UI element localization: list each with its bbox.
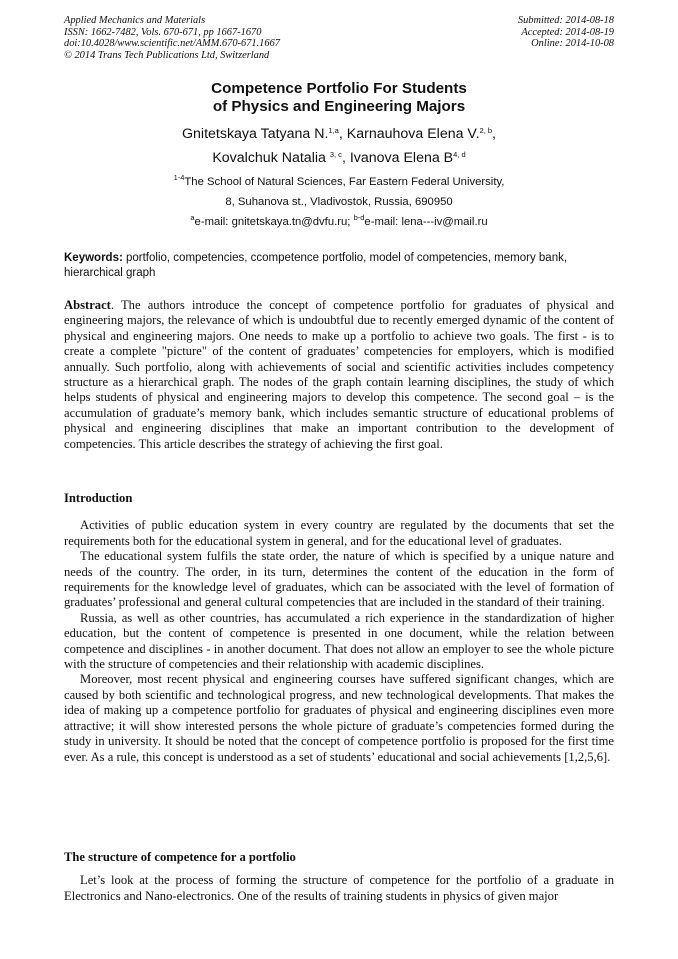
paragraph: Russia, as well as other countries, has accumulated a rich experience in the standardization of higher education, but the content of competence is presented in one document, while the relation between competence and disciplines - in another document. That does not allow an employer to see the whole picture with the structure of competencies and their relationship with academic disciplines. <box>64 610 614 672</box>
author-1-affil: 1,a <box>328 126 339 135</box>
affiliation <box>64 172 614 232</box>
title-line-2: of Physics and Engineering Majors <box>212 98 466 115</box>
paragraph: The educational system fulfils the state order, the nature of which is specified by a unique nature and needs of the country. The order, in its turn, determines the content of the education in the form of requirements for the knowledge level of graduates, which can be associated with the level of formation of graduates’ professional and general cultural competencies that are included in the standard of their training. <box>64 549 614 610</box>
publication-dates <box>518 15 614 50</box>
submitted-date: Submitted: 2014-08-18 <box>517 15 614 26</box>
affiliation-line-1 <box>64 172 614 192</box>
journal-issn: ISSN: 1662-7482, Vols. 670-671, pp 1667-1670 <box>64 26 262 38</box>
author-3-affil: 3, c <box>329 150 342 159</box>
journal-name: Applied Mechanics and Materials <box>64 15 206 26</box>
paragraph: Activities of public education system in every country are regulated by the documents that set the requirements both for the educational system in general, and for the educational level of graduates. <box>64 518 614 548</box>
keywords-label: Keywords: <box>64 252 123 264</box>
abstract-label: Abstract <box>64 298 111 312</box>
journal-copyright: © 2014 Trans Tech Publications Ltd, Switzerland <box>64 49 270 61</box>
abstract <box>64 298 614 452</box>
keywords <box>64 251 614 280</box>
paper-title <box>64 80 614 116</box>
author-3: Kovalchuk Natalia <box>212 150 330 166</box>
abstract-text: . The authors introduce the concept of competence portfolio for graduates of physical and engineering majors, the relevance of which is undoubtful due to recently emerged dynamic of the content of physical and engineering majors. One needs to make up a portfolio to achieve two goals. The first - is to create a complete "picture" of the content of graduates’ competencies for employers, which is modified annually. Such portfolio, along with achievements of social and scientific activities includes competency structure as a hierarchical graph. The nodes of the graph contain learning disciplines, the study of which helps students of physical and engineering majors to develop this competence. The second goal – is the accumulation of graduate’s memory bank, which includes semantic structure of educational problems of physical and engineering disciplines that make an important contribution to the development of competencies. This article describes the strategy of achieving the first goal. <box>64 298 614 451</box>
accepted-date: Accepted: 2014-08-19 <box>521 26 614 38</box>
introduction-section <box>64 491 614 765</box>
structure-section <box>64 850 614 904</box>
journal-doi: doi:10.4028/www.scientific.net/AMM.670-671.1667 <box>64 38 280 50</box>
affiliation-name: The School of Natural Sciences, Far Eastern Federal University, <box>184 176 505 188</box>
paragraph: Let’s look at the process of forming the structure of competence for the portfolio of a graduate in Electronics and Nano-electronics. One of the results of training students in physics of given major <box>64 873 614 903</box>
author-1: Gnitetskaya Tatyana N. <box>182 126 329 142</box>
affiliation-address: 8, Suhanova st., Vladivostok, Russia, 690950 <box>225 196 453 208</box>
author-separator: , <box>492 126 496 142</box>
online-date: Online: 2014-10-08 <box>531 38 614 50</box>
authors-line-1 <box>64 122 614 146</box>
email-2-sup: b-d <box>353 213 365 222</box>
email-1: e-mail: gnitetskaya.tn@dvfu.ru; <box>194 216 354 228</box>
author-2-affil: 2, b <box>479 126 493 135</box>
email-1-sup: a <box>190 213 195 222</box>
title-line-1: Competence Portfolio For Students <box>211 80 467 97</box>
keywords-text: portfolio, competencies, ccompetence portfolio, model of competencies, memory bank, hierarchical graph <box>64 252 568 279</box>
author-list <box>64 122 614 170</box>
paragraph: Moreover, most recent physical and engineering courses have suffered significant changes, which are caused by both scientific and technological progress, and new technological developments. That makes the idea of making up a competence portfolio for graduates of physical and engineering disciplines even more attractive; it will show interested persons the whole picture of graduate’s competencies formed during the study in university. It should be noted that the concept of competence portfolio is proposed for the first time ever. As a rule, this concept is understood as a set of students’ educational and social achievements [1,2,5,6]. <box>64 672 614 764</box>
affiliation-emails <box>64 212 614 232</box>
author-4: , Ivanova Elena B <box>341 150 454 166</box>
journal-info <box>64 15 280 61</box>
email-2: e-mail: lena---iv@mail.ru <box>364 216 488 228</box>
affiliation-sup: 1-4 <box>173 173 185 182</box>
author-4-affil: 4, d <box>453 150 466 159</box>
author-2: , Karnauhova Elena V. <box>338 126 480 142</box>
authors-line-2 <box>64 146 614 170</box>
structure-heading: The structure of competence for a portfolio <box>64 850 296 864</box>
introduction-heading: Introduction <box>64 491 133 505</box>
